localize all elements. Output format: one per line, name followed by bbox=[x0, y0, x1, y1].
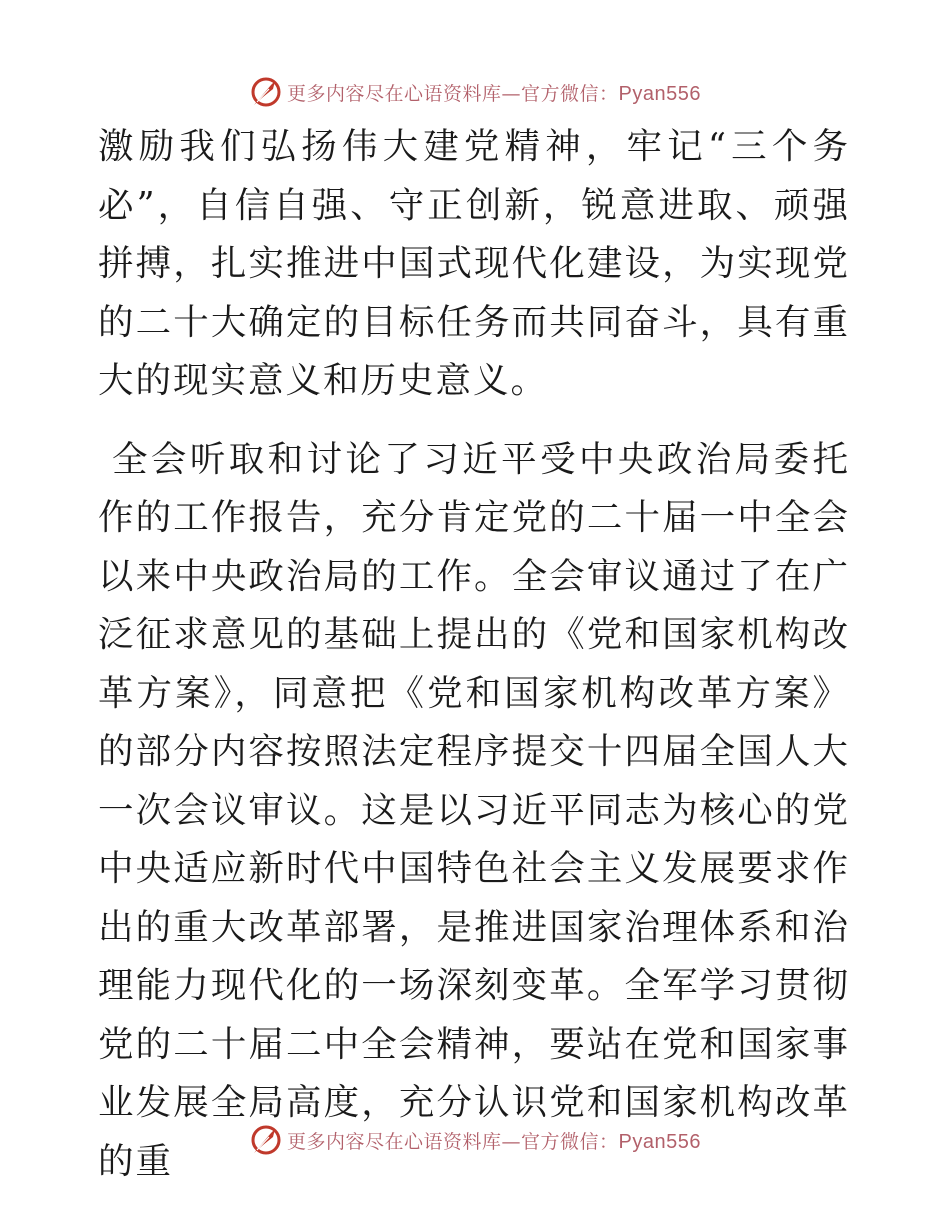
footer-banner-text bbox=[287, 1127, 701, 1154]
quill-logo-icon bbox=[249, 75, 283, 109]
header-banner bbox=[0, 72, 950, 112]
paragraph-1: 激励我们弘扬伟大建党精神，牢记“三个务必”，自信自强、守正创新，锐意进取、顽强拼搏，扎实推进中国式现代化建设，为实现党的二十大确定的目标任务而共同奋斗，具有重大的现实意义和历史意义。 bbox=[98, 126, 850, 401]
header-banner-label: 更多内容尽在心语资料库—官方微信： bbox=[287, 82, 619, 105]
document-body bbox=[98, 118, 850, 1191]
footer-banner bbox=[0, 1120, 950, 1160]
header-wechat-id: Pyan556 bbox=[618, 82, 701, 105]
paragraph-2: 全会听取和讨论了习近平受中央政治局委托作的工作报告，充分肯定党的二十届一中全会以来中央政治局的工作。全会审议通过了在广泛征求意见的基础上提出的《党和国家机构改革方案》，同意把《党和国家机构改革方案》的部分内容按照法定程序提交十四届全国人大一次会议审议。这是以习近平同志为核心的党中央适应新时代中国特色社会主义发展要求作出的重大改革部署，是推进国家治理体系和治理能力现代化的一场深刻变革。全军学习贯彻党的二十届二中全会精神，要站在党和国家事业发展全局高度，充分认识党和国家机构改革的重 bbox=[98, 438, 850, 1182]
quill-logo-icon bbox=[249, 1123, 283, 1157]
header-banner-text bbox=[287, 79, 701, 106]
footer-banner-label: 更多内容尽在心语资料库—官方微信： bbox=[287, 1130, 619, 1153]
footer-wechat-id: Pyan556 bbox=[618, 1130, 701, 1153]
